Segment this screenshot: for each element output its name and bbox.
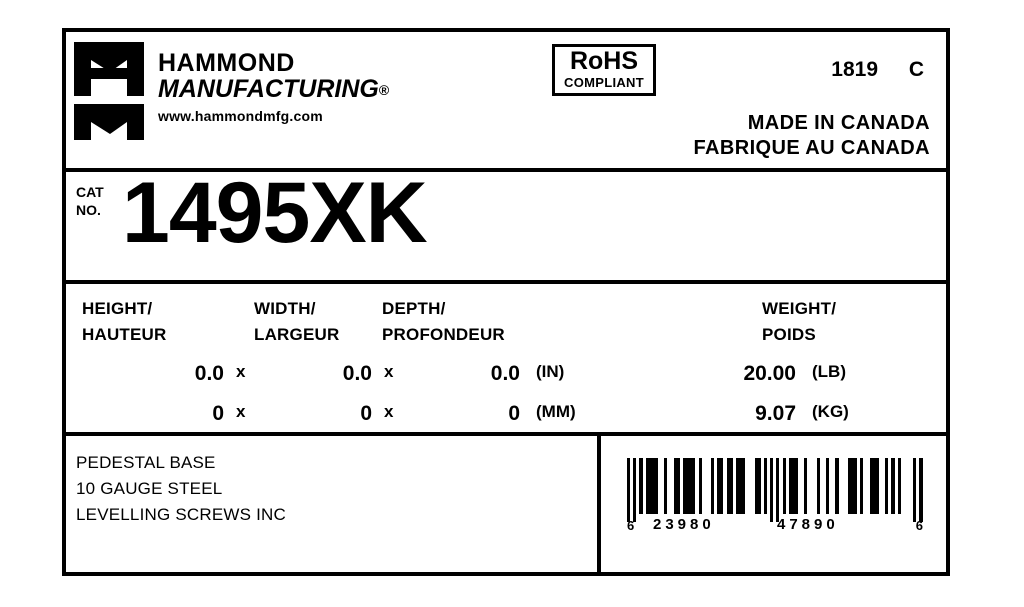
weight-value-lb: 20.00: [743, 362, 796, 385]
brand-name-line2: [158, 76, 389, 102]
description-line-3: LEVELLING SCREWS INC: [76, 504, 286, 524]
width-header-en: WIDTH/: [254, 299, 316, 318]
catalog-number-row: [66, 165, 946, 284]
height-value-in: 0.0: [194, 362, 224, 385]
barcode-digit-left: 6: [627, 518, 635, 533]
width-value-mm: 0: [360, 402, 372, 425]
dim-unit-in: (IN): [536, 362, 565, 381]
product-description: [76, 450, 596, 527]
barcode-digits-group2: 47890: [777, 516, 839, 533]
upc-barcode-icon: [627, 458, 923, 514]
height-header-en: HEIGHT/: [82, 299, 153, 318]
height-value-mm: 0: [212, 402, 224, 425]
label-code-number: 1819: [831, 58, 878, 81]
weight-header-fr: POIDS: [762, 324, 816, 344]
dim-unit-mm: (MM): [536, 402, 576, 421]
weight-header-en: WEIGHT/: [762, 299, 837, 318]
catalog-number-value: 1495XK: [122, 165, 427, 261]
catalog-label-line1: CAT: [76, 184, 104, 200]
dim-separator-1-mm: x: [236, 402, 246, 421]
barcode-digit-right: 6: [915, 518, 923, 533]
hammond-hm-logo-icon: [74, 42, 148, 140]
depth-value-in: 0.0: [490, 362, 520, 385]
product-label: [62, 28, 950, 576]
origin-french: FABRIQUE AU CANADA: [693, 137, 930, 160]
width-value-in: 0.0: [342, 362, 372, 385]
dim-separator-2-in: x: [384, 362, 394, 381]
barcode-digits: [627, 516, 923, 536]
dim-separator-1-in: x: [236, 362, 246, 381]
depth-header-fr: PROFONDEUR: [382, 324, 505, 344]
rohs-title: RoHS: [569, 47, 639, 75]
registered-mark: ®: [378, 82, 390, 99]
width-header: [254, 296, 339, 347]
weight-unit-kg: (KG): [812, 402, 849, 421]
catalog-label-line2: NO.: [76, 201, 101, 218]
label-footer: [66, 436, 946, 572]
brand-website: www.hammondmfg.com: [158, 107, 323, 124]
description-line-1: PEDESTAL BASE: [76, 453, 216, 472]
country-of-origin: [694, 111, 930, 162]
origin-english: MADE IN CANADA: [747, 111, 930, 134]
brand-name-line1: HAMMOND: [158, 49, 295, 77]
depth-header-en: DEPTH/: [382, 299, 446, 318]
height-header: [82, 296, 167, 347]
barcode: [627, 458, 923, 536]
description-line-2: 10 GAUGE STEEL: [76, 478, 223, 498]
height-header-fr: HAUTEUR: [82, 324, 167, 344]
width-header-fr: LARGEUR: [254, 324, 340, 344]
catalog-number-label: [76, 184, 104, 219]
brand-name-line2-text: MANUFACTURING: [158, 75, 379, 104]
rohs-subtitle: COMPLIANT: [564, 75, 644, 90]
barcode-digits-group1: 23980: [653, 516, 715, 533]
depth-header: [382, 296, 505, 347]
weight-value-kg: 9.07: [755, 402, 796, 425]
label-header: [66, 32, 946, 172]
label-code-letter: C: [908, 58, 924, 81]
dimensions-row: [66, 284, 946, 436]
rohs-badge: [552, 44, 656, 96]
weight-unit-lb: (LB): [812, 362, 846, 381]
dim-separator-2-mm: x: [384, 402, 394, 421]
weight-header: [762, 296, 836, 347]
depth-value-mm: 0: [508, 402, 520, 425]
brand-block: [74, 42, 389, 140]
barcode-cell: [597, 436, 946, 572]
brand-text: [158, 42, 389, 124]
